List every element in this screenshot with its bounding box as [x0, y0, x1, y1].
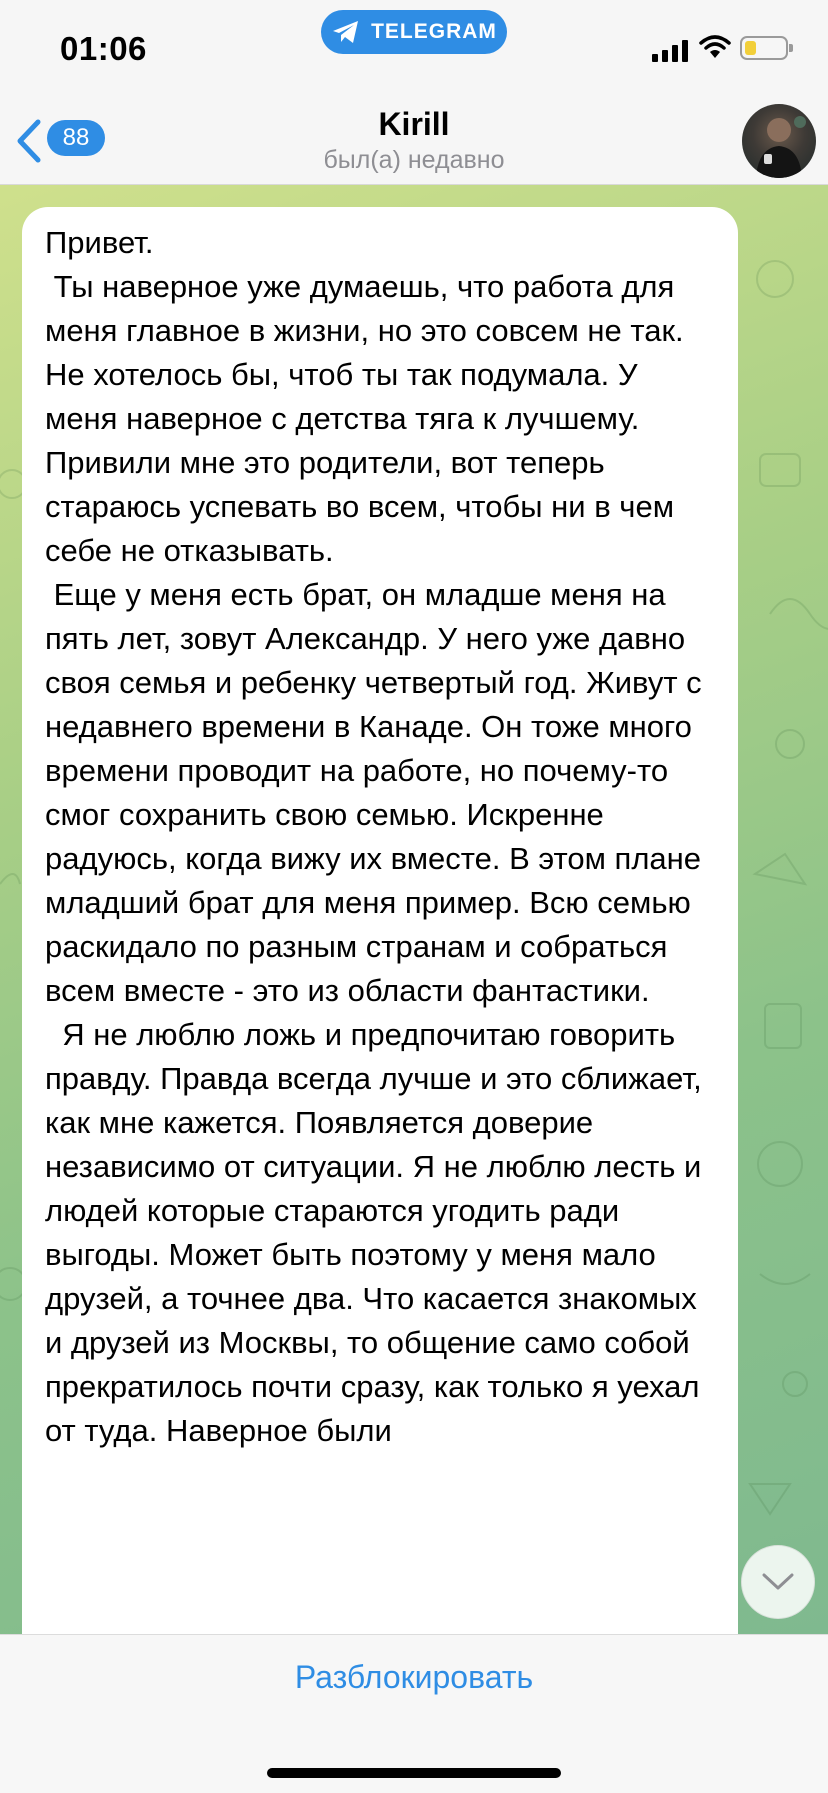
unblock-button[interactable]: Разблокировать	[294, 1659, 534, 1695]
status-bar	[0, 0, 828, 90]
telegram-plane-icon	[331, 19, 361, 45]
wifi-icon	[698, 34, 732, 60]
telegram-pill[interactable]	[321, 10, 507, 54]
scroll-to-bottom-button[interactable]	[741, 1545, 815, 1619]
cellular-signal-icon	[652, 38, 688, 62]
bottom-bar	[0, 1634, 828, 1793]
chevron-down-icon	[761, 1572, 795, 1592]
unread-count-badge[interactable]: 88	[47, 120, 105, 156]
contact-avatar[interactable]	[742, 104, 816, 178]
chat-header	[0, 90, 828, 185]
message-bubble[interactable]	[22, 207, 738, 1667]
home-indicator[interactable]	[267, 1768, 561, 1778]
avatar-photo	[742, 104, 816, 178]
battery-icon	[740, 36, 788, 60]
telegram-pill-label: TELEGRAM	[371, 20, 497, 43]
chat-last-seen: был(а) недавно	[323, 146, 505, 174]
chat-title[interactable]: Kirill	[378, 106, 450, 142]
message-text: Привет. Ты наверное уже думаешь, что работа для меня главное в жизни, но это совсем не так. Не хотелось бы, чтоб ты так подумала. У меня наверное с детства тяга к лучшему. Привили мне это родители, вот теперь стараюсь успевать во всем, чтобы ни в чем себе не отказывать. Еще у меня есть брат, он младше меня на пять лет, зовут Александр. У него уже давно своя семья и ребенку четвертый год. Живут с недавнего времени в Канаде. Он тоже много времени проводит на работе, но почему-то смог сохранить свою семью. Искренне радуюсь, когда вижу их вместе. В этом плане младший брат для меня пример. Всю семью раскидало по разным странам и собраться всем вместе - это из области фантастики. Я не люблю ложь и предпочитаю говорить правду. Правда всегда лучше и это сближает, как мне кажется. Появляется доверие независимо от ситуации. Я не люблю лесть и людей которые стараются угодить ради выгоды. Может быть поэтому у меня мало друзей, а точнее два. Что касается знакомых и друзей из Москвы, то общение само собой прекратилось почти сразу, как только я уехал от туда. Наверное были	[45, 225, 702, 1448]
status-time: 01:06	[60, 30, 147, 67]
